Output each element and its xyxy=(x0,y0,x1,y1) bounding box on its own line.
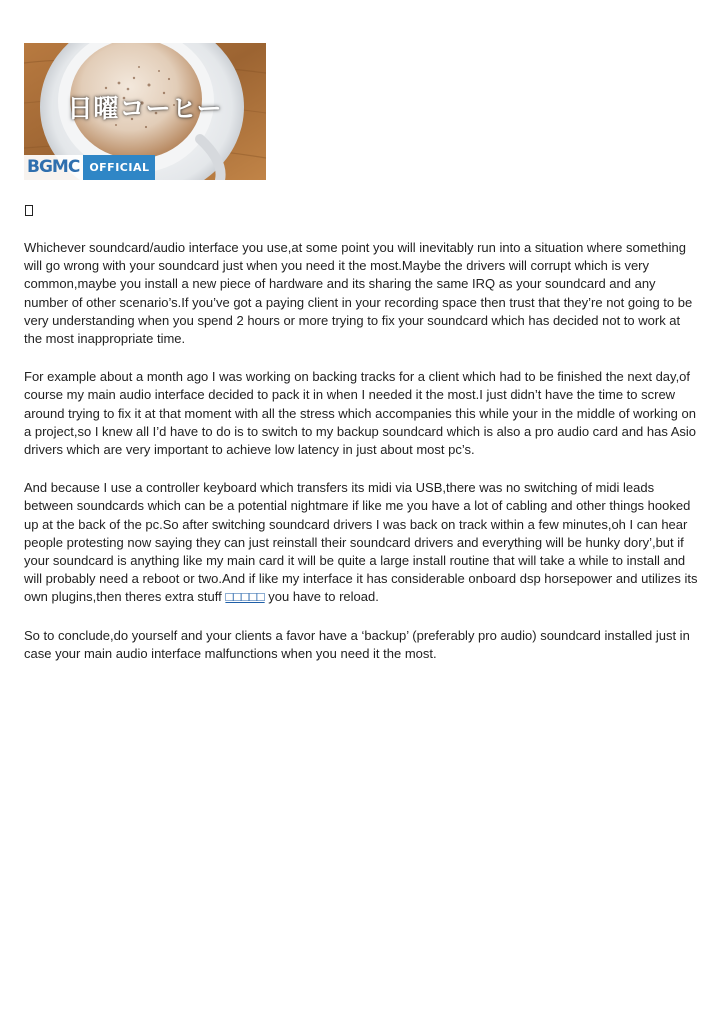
paragraph: Whichever soundcard/audio interface you use,at some point you will inevitably run into a situation where something will go wrong with your soundcard just when you need it the most.Maybe the drivers will corrupt which is very common,maybe you install a new piece of hardware and its sharing the same IRQ as your soundcard and any number of other scenario’s.If you’ve got a paying client in your recording space then trust that they’re not going to be very understanding when you spend 2 hours or more trying to fix your soundcard which has decided not to work at the most inappropriate time. xyxy=(24,240,693,347)
thumbnail-title: 日曜コーヒー xyxy=(67,94,223,123)
badge-logo: BGMC xyxy=(24,155,83,180)
badge-label: OFFICIAL xyxy=(83,155,155,180)
paragraph xyxy=(24,479,698,606)
paragraph: For example about a month ago I was working on backing tracks for a client which had to be finished the next day,of course my main audio interface decided to pack it in when I needed it the most.I just didn’t have the time to screw around trying to fix it at that moment with all the stress which accompanies this while your in the middle of working on a project,so I knew all I’d have to do is to switch to my backup soundcard which is also a pro audio card and has Asio drivers which are very important to achieve low latency in just about most pc’s. xyxy=(24,369,697,458)
missing-glyph-icon xyxy=(25,205,33,216)
official-badge xyxy=(24,155,155,180)
inline-link[interactable]: □□□□□ xyxy=(225,589,265,605)
paragraph-text: you have to reload. xyxy=(264,589,379,605)
article-body xyxy=(24,239,698,683)
paragraph-text: And because I use a controller keyboard which transfers its midi via USB,there was no switching of midi leads between soundcards which can be a potential nightmare if like me you have a lot of cabling and other things hooked up at the back of the pc.So after switching soundcard drivers I was back on track within a few minutes,oh I can hear people protesting now saying they can just reinstall their soundcard drivers and everything will be hunky dory’,but if your soundcard is anything like my main card it will be quite a large install routine that will take a while to install and will probably need a reboot or two.And if like my interface it has considerable onboard dsp horsepower and utilizes its own plugins,then theres extra stuff xyxy=(24,480,698,605)
paragraph: So to conclude,do yourself and your clients a favor have a ‘backup’ (preferably pro audio) soundcard installed just in case your main audio interface malfunctions when you need it the most. xyxy=(24,627,690,661)
coffee-thumbnail-image xyxy=(24,43,266,180)
